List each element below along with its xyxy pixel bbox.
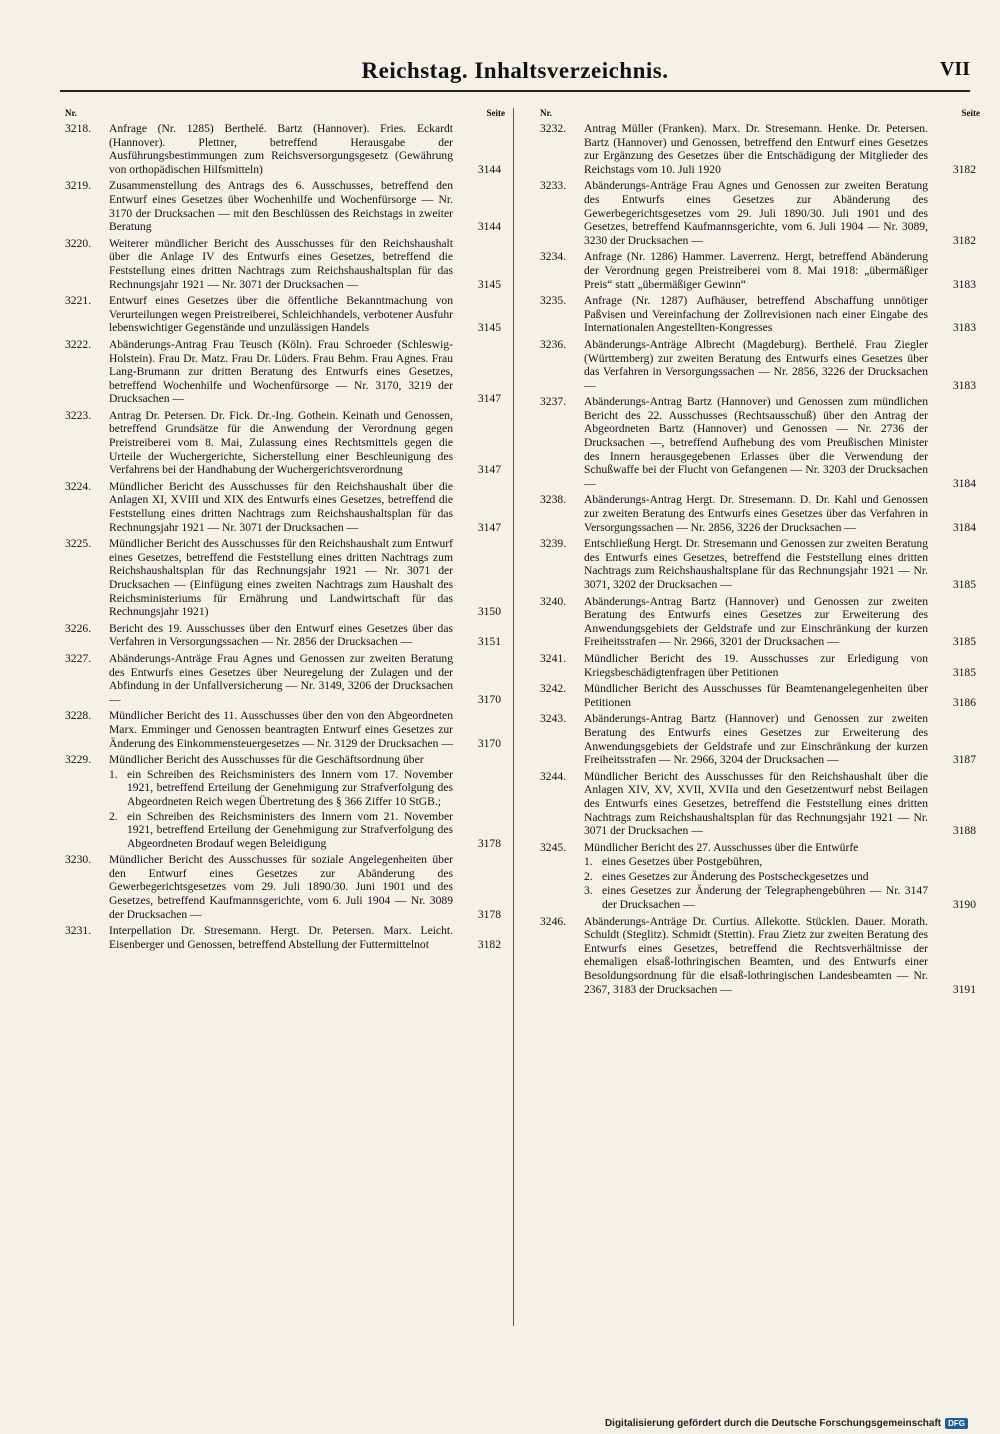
entry-page: 3147 [477, 392, 501, 406]
entry-number: 3239. [540, 537, 567, 551]
entry-title: Antrag Dr. Petersen. Dr. Fick. Dr.-Ing. Gothein. Keinath und Genossen, betreffend Grundsätze für die Anwendung der Verordnung gegen Preistreiberei vom 8. Mai, Zulassung eines Rechtsmittels gegen die Urteile der Wuchergerichte, Sicherstellung einer Beschleunigung des Verfahrens bei der Handhabung der Wuchergerichtsverordnung [109, 408, 453, 477]
page-header-label: Seite [486, 108, 505, 118]
entry-number: 3227. [65, 651, 92, 665]
list-item [65, 853, 501, 921]
entry-text [584, 915, 970, 997]
subitem-number: 3. [584, 884, 593, 898]
page-number: VII [939, 58, 970, 80]
entry-text [109, 409, 495, 477]
entry-text [109, 537, 495, 619]
entry-text [584, 294, 970, 335]
entry-title: Abänderungs-Anträge Albrecht (Magdeburg). Berthelé. Frau Ziegler (Württemberg) zur zweiten Beratung des Entwurfs eines Gesetzes über das Verfahren in Versorgungssachen — Nr. 2856, 3226 der Drucksachen — [584, 337, 928, 392]
left-column [65, 108, 505, 954]
entry-title: Mündlicher Bericht des Ausschusses für den Reichshaushalt zum Entwurf eines Gesetzes, betreffend die Feststellung eines dritten Nachtrags zum Reichshaushaltsplan für das Rechnungsjahr 1921 — Nr. 3071 der Drucksachen — (Einfügung eines zweiten Nachtrags zum Haushalt des Reichsministeriums für Ernährung und Landwirtschaft für das Rechnungsjahr 1921) [109, 537, 453, 619]
entry-number: 3221. [65, 294, 92, 308]
entry-number: 3237. [540, 395, 567, 409]
list-item [65, 479, 501, 534]
list-item [540, 594, 976, 649]
entry-page: 3151 [477, 635, 501, 649]
entry-page: 3145 [477, 277, 501, 291]
entry-text [584, 395, 970, 490]
dfg-logo: DFG [945, 1418, 968, 1429]
list-item [540, 651, 976, 679]
entry-page: 3186 [952, 695, 976, 709]
entry-title: Abänderungs-Antrag Frau Teusch (Köln). Frau Schroeder (Schleswig-Holstein). Frau Dr. Matz. Frau Dr. Lüders. Frau Behm. Frau Agnes. Frau Lang-Brumann zur dritten Beratung des Entwurfs eines Gesetzes, betreffend Wochenhilfe und Wochenfürsorge — Nr. 3170, 3219 der Drucksachen — [109, 337, 453, 406]
header-rule [60, 90, 970, 92]
entry-page: 3182 [477, 937, 501, 951]
entry-number: 3228. [65, 709, 92, 723]
entry-number: 3241. [540, 651, 567, 665]
list-item [65, 753, 501, 850]
entry-page: 3145 [477, 321, 501, 335]
list-item [540, 122, 976, 176]
entry-page: 3184 [952, 476, 976, 490]
subitem-number: 2. [109, 809, 118, 823]
entry-number: 3244. [540, 769, 567, 783]
list-item [65, 408, 501, 477]
entry-text [584, 493, 970, 534]
list-item [540, 337, 976, 392]
entry-title: Weiterer mündlicher Bericht des Ausschusses für den Reichshaushalt über die Anlage IV des Entwurfs eines Gesetzes, betreffend die Feststellung eines dritten Nachtrags zum Reichshaushaltsplan für das Rechnungsjahr 1921 — Nr. 3071 der Drucksachen — [109, 236, 453, 291]
subitem-text: ein Schreiben des Reichsministers des Innern vom 21. November 1921, betreffend Erteilung der Genehmigung zur Strafverfolgung des Abgeordneten Brodauf wegen Beleidigung [127, 809, 453, 850]
entry-number: 3240. [540, 594, 567, 608]
list-item [65, 337, 501, 406]
entry-page: 3144 [477, 220, 501, 234]
entry-number: 3233. [540, 179, 567, 193]
entry-page: 3190 [952, 898, 976, 912]
entry-number: 3235. [540, 294, 567, 308]
list-item [540, 682, 976, 709]
entry-number: 3231. [65, 924, 92, 938]
subitem-text: eines Gesetzes zur Änderung des Postscheckgesetzes und [602, 869, 869, 883]
entry-text [584, 179, 970, 247]
list-item [540, 537, 976, 591]
entry-number: 3243. [540, 712, 567, 726]
entry-page: 3185 [952, 578, 976, 591]
entry-title: Antrag Müller (Franken). Marx. Dr. Stresemann. Henke. Dr. Petersen. Bartz (Hannover) und Genossen, betreffend den Entwurf eines Gesetzes zur Ergänzung des Gesetzes über die Entschädigung der Mitglieder des Reichstags vom 10. Juli 1920 [584, 122, 928, 176]
entry-title: Mündlicher Bericht des Ausschusses für den Reichshaushalt über die Anlagen XI, XVIII und XIX des Entwurfs eines Gesetzes, betreffend die Feststellung eines dritten Nachtrags zum Reichshaushaltsplan für das Rechnungsjahr 1921 — Nr. 3071 der Drucksachen — [109, 479, 453, 534]
subitem-number: 1. [109, 767, 118, 781]
list-item [540, 914, 976, 997]
entry-subitem [109, 768, 453, 809]
entry-number: 3236. [540, 337, 567, 351]
entry-text [109, 179, 495, 233]
entry-page: 3183 [952, 277, 976, 291]
list-item [65, 924, 501, 951]
entry-text [584, 712, 970, 766]
entry-subitem [109, 810, 453, 851]
entry-number: 3232. [540, 122, 567, 135]
entry-number: 3246. [540, 914, 567, 928]
entry-title: Entschließung Hergt. Dr. Stresemann und Genossen zur zweiten Beratung des Entwurfs eines Gesetzes, betreffend die Feststellung eines dritten Nachtrags zum Reichshaushaltsplane für das Rechnungsjahr 1921 — Nr. 3071, 3202 der Drucksachen — [584, 537, 928, 591]
entry-page: 3183 [952, 378, 976, 392]
entry-title: Anfrage (Nr. 1287) Aufhäuser, betreffend Abschaffung unnötiger Paßvisen und Vereinfachung der Zollrevisionen nach einer Eingabe des Internationalen Angestellten-Kongresses [584, 294, 928, 335]
subitem-number: 1. [584, 855, 593, 869]
entry-page: 3188 [952, 824, 976, 838]
list-item [540, 769, 976, 838]
list-item [540, 712, 976, 767]
right-column [540, 108, 980, 999]
entry-text [584, 595, 970, 649]
list-item [65, 122, 501, 176]
number-header: Nr. [65, 108, 77, 118]
entry-text [109, 294, 495, 335]
entry-text [584, 122, 970, 176]
entry-title: Mündlicher Bericht des 19. Ausschusses zur Erledigung von Kriegsbeschädigtenfragen über Petitionen [584, 651, 928, 679]
entry-number: 3234. [540, 250, 567, 264]
entry-page: 3170 [477, 736, 501, 750]
list-item [65, 179, 501, 234]
entry-title: Abänderungs-Antrag Hergt. Dr. Stresemann. D. Dr. Kahl und Genossen zur zweiten Beratung des Entwurfs eines Gesetzes über das Verfahren in Versorgungssachen — Nr. 2856, 3226 der Drucksachen — [584, 493, 928, 534]
entry-number: 3225. [65, 537, 92, 551]
entry-page: 3147 [477, 520, 501, 534]
entry-number: 3219. [65, 179, 92, 193]
entry-text [109, 753, 495, 850]
entry-page: 3170 [477, 692, 501, 706]
entry-number: 3238. [540, 493, 567, 507]
entry-page: 3183 [952, 321, 976, 335]
entry-title: Mündlicher Bericht des 27. Ausschusses über die Entwürfe [584, 840, 859, 854]
entry-page: 3191 [952, 982, 976, 996]
entry-text [109, 652, 495, 706]
list-item [540, 395, 976, 490]
entry-title: Anfrage (Nr. 1285) Berthelé. Bartz (Hannover). Fries. Eckardt (Hannover). Plettner, betreffend Herausgabe der Ausführungsbestimmungen zum Reichsversorgungsgesetz (Gewährung von orthopädischen Hilfsmitteln) [109, 122, 453, 176]
entry-title: Abänderungs-Antrag Bartz (Hannover) und Genossen zur zweiten Beratung des Entwurfs eines Gesetzes zur Erweiterung des Anwendungsgebiets der Geldstrafe und zur Einschränkung der kurzen Freiheitsstrafen — Nr. 2966, 3201 der Drucksachen — [584, 594, 928, 649]
entry-number: 3224. [65, 479, 92, 493]
entry-page: 3178 [477, 836, 501, 850]
entry-text [109, 237, 495, 291]
entry-subitem [584, 855, 928, 869]
entry-subitem [584, 870, 928, 884]
entry-number: 3222. [65, 337, 92, 351]
entry-title: Mündlicher Bericht des Ausschusses für Beamtenangelegenheiten über Petitionen [584, 682, 928, 709]
entry-text [109, 853, 495, 921]
entry-number: 3245. [540, 840, 567, 854]
entry-text [584, 841, 970, 912]
entry-title: Mündlicher Bericht des 11. Ausschusses über den von den Abgeordneten Marx. Emminger und Genossen beantragten Entwurf eines Gesetzes zur Änderung des Einkommensteuergesetzes — Nr. 3129 der Drucksachen — [109, 709, 453, 750]
entry-page: 3144 [477, 162, 501, 176]
entry-page: 3185 [952, 665, 976, 679]
right-entry-list [540, 122, 976, 996]
entry-text [584, 338, 970, 392]
entry-title: Zusammenstellung des Antrags des 6. Ausschusses, betreffend den Entwurf eines Gesetzes über Wochenhilfe und Wochenfürsorge — Nr. 3170 der Drucksachen — mit den Beschlüssen des Reichstags in zweiter Beratung [109, 179, 453, 234]
entry-title: Abänderungs-Anträge Dr. Curtius. Allekotte. Stücklen. Dauer. Morath. Schuldt (Steglitz). Schmidt (Stettin). Frau Zietz zur zweiten Beratung des Entwurfs eines Gesetzes, betreffend die Rechtsverhältnisse der ehemaligen elsaß-lothringischen Beamten, und des Entwurfs einer Besoldungsordnung für die elsaß-lothringischen Landesbeamten — Nr. 2367, 3183 der Drucksachen — [584, 914, 928, 996]
entry-page: 3147 [477, 463, 501, 477]
list-item [65, 236, 501, 291]
subitem-text: ein Schreiben des Reichsministers des Innern vom 17. November 1921, betreffend Erteilung der Genehmigung zur Strafverfolgung des Abgeordneten Reich wegen Übertretung des § 366 Ziffer 10 StGB.; [127, 767, 453, 808]
entry-title: Mündlicher Bericht des Ausschusses für soziale Angelegenheiten über den Entwurf eines Gesetzes zur Abänderung des Gewerbegerichtsgesetzes vom 29. Juli 1890/30. Juni 1901 und des Gesetzes, betreffend Kaufmannsgerichte, vom 6. Juli 1904 — Nr. 3089 der Drucksachen — [109, 853, 453, 921]
entry-page: 3178 [477, 907, 501, 921]
page-title: Reichstag. Inhaltsverzeichnis. [361, 58, 669, 83]
footer-text: Digitalisierung gefördert durch die Deutsche Forschungsgemeinschaft [604, 1418, 942, 1429]
entry-number: 3242. [540, 682, 567, 696]
footer [605, 1418, 968, 1429]
entry-text [584, 652, 970, 679]
subitem-text: eines Gesetzes zur Änderung der Telegraphengebühren — Nr. 3147 der Drucksachen — [602, 884, 928, 912]
entry-title: Entwurf eines Gesetzes über die öffentliche Bekanntmachung von Verurteilungen wegen Preistreiberei, Schleichhandels, verbotener Ausfuhr lebenswichtiger Gegenstände und unzulässigen Handels [109, 294, 453, 335]
entry-page: 3184 [952, 520, 976, 534]
entry-page: 3185 [952, 635, 976, 649]
entry-title: Mündlicher Bericht des Ausschusses für die Geschäftsordnung über [109, 753, 424, 767]
entry-text [584, 250, 970, 291]
list-item [65, 621, 501, 649]
left-entry-list [65, 122, 501, 951]
subitem-text: eines Gesetzes über Postgebühren, [602, 855, 763, 869]
page-header [60, 58, 970, 88]
entry-title: Abänderungs-Anträge Frau Agnes und Genossen zur zweiten Beratung des Entwurfs eines Gesetzes zur Abänderung des Gewerbegerichtsgesetzes vom 29. Juli 1890/30. Juli 1901 und des Gesetzes, betreffend Kaufmannsgerichte, vom 6. Juli 1904 — Nr. 3089, 3230 der Drucksachen — [584, 179, 928, 247]
page-header-label: Seite [961, 108, 980, 118]
entry-number: 3230. [65, 853, 92, 867]
list-item [65, 294, 501, 335]
entry-number: 3223. [65, 408, 92, 422]
right-column-header [540, 108, 980, 122]
entry-text [109, 122, 495, 176]
list-item [540, 840, 976, 912]
entry-subitem [584, 884, 928, 911]
entry-number: 3229. [65, 753, 92, 767]
entry-title: Anfrage (Nr. 1286) Hammer. Laverrenz. Hergt, betreffend Abänderung der Verordnung gegen Preistreiberei vom 8. Mai 1918: „übermäßiger Preis“ statt „übermäßiger Gewinn“ [584, 250, 928, 291]
entry-title: Abänderungs-Antrag Bartz (Hannover) und Genossen zum mündlichen Bericht des 22. Ausschusses (Rechtsausschuß) über den Antrag der Abgeordneten Bartz (Hannover) und Genossen — Nr. 2736 der Drucksachen —, betreffend Aufhebung des vom Preußischen Minister des Innern herausgegebenen Erlasses über die Verwendung der Schußwaffe bei der Flucht von Gefangenen — Nr. 3203 der Drucksachen — [584, 395, 928, 490]
entry-text [109, 924, 495, 951]
entry-title: Abänderungs-Anträge Frau Agnes und Genossen zur zweiten Beratung des Entwurfs eines Gesetzes über Neuregelung der Zulagen und der Abfindung in der Unfallversicherung — Nr. 3149, 3206 der Drucksachen — [109, 651, 453, 706]
entry-page: 3182 [952, 162, 976, 176]
list-item [540, 250, 976, 291]
entry-text [109, 709, 495, 750]
entry-number: 3218. [65, 122, 92, 135]
entry-text [109, 480, 495, 534]
number-header: Nr. [540, 108, 552, 118]
entry-number: 3220. [65, 236, 92, 250]
list-item [65, 537, 501, 619]
entry-text [584, 770, 970, 838]
entry-title: Abänderungs-Antrag Bartz (Hannover) und Genossen zur zweiten Beratung des Entwurfs eines Gesetzes zur Erweiterung des Anwendungsgebiets der Geldstrafe und zur Einschränkung der kurzen Freiheitsstrafen — Nr. 2966, 3204 der Drucksachen — [584, 712, 928, 767]
list-item [540, 294, 976, 335]
entry-text [109, 622, 495, 649]
entry-page: 3187 [952, 753, 976, 767]
column-divider [513, 108, 514, 1326]
entry-title: Interpellation Dr. Stresemann. Hergt. Dr. Petersen. Marx. Leicht. Eisenberger und Genossen, betreffend Abstellung der Futtermittelnot [109, 924, 453, 951]
list-item [540, 179, 976, 247]
left-column-header [65, 108, 505, 122]
entry-text [109, 338, 495, 406]
list-item [540, 493, 976, 534]
entry-page: 3150 [477, 605, 501, 619]
list-item [65, 651, 501, 706]
entry-text [584, 537, 970, 591]
entry-text [584, 682, 970, 709]
entry-page: 3182 [952, 233, 976, 247]
entry-title: Mündlicher Bericht des Ausschusses für den Reichshaushalt über die Anlagen XIV, XV, XVII, XVIIa und den Gesetzentwurf nebst Beilagen des Entwurfs eines Gesetzes, betreffend die Feststellung eines dritten Nachtrags zum Reichshaushaltsplan für das Rechnungsjahr 1921 — Nr. 3071 der Drucksachen — [584, 769, 928, 838]
entry-number: 3226. [65, 621, 92, 635]
subitem-number: 2. [584, 869, 593, 883]
list-item [65, 709, 501, 750]
entry-title: Bericht des 19. Ausschusses über den Entwurf eines Gesetzes über das Verfahren in Versorgungssachen — Nr. 2856 der Drucksachen — [109, 621, 453, 649]
